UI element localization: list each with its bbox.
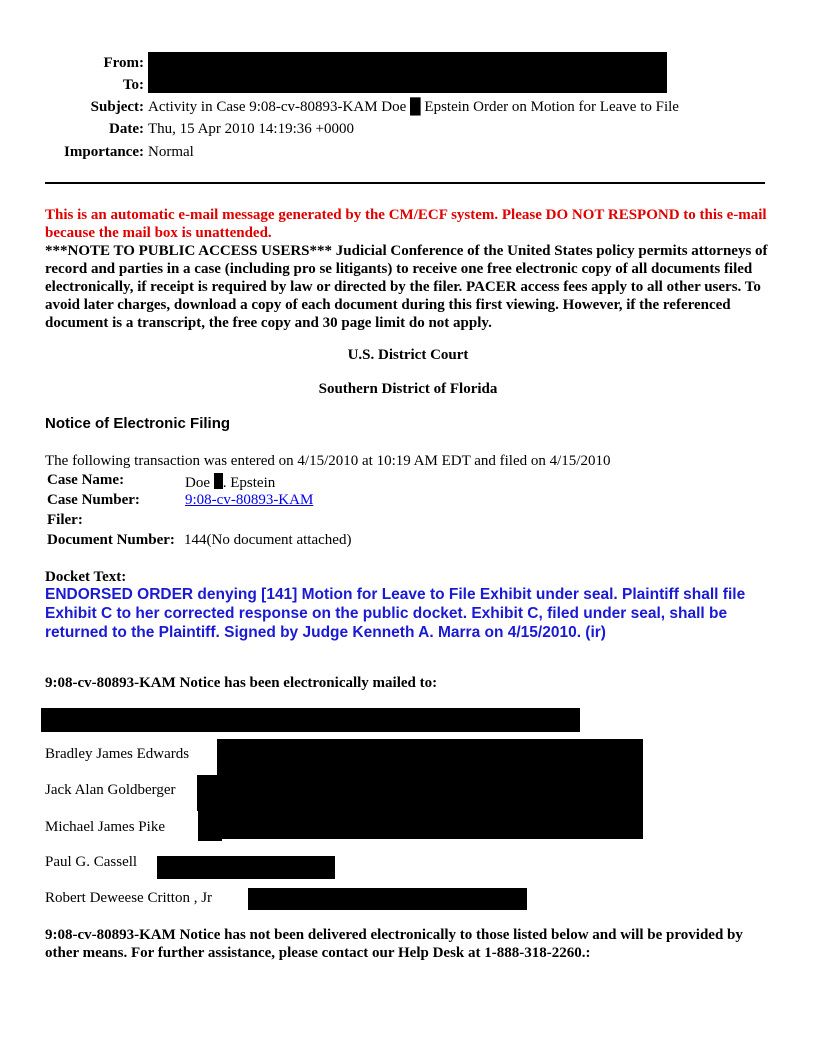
recipient-name: Paul G. Cassell — [45, 854, 138, 870]
docket-text-label: Docket Text: — [45, 569, 127, 585]
recipient-name: Bradley James Edwards — [45, 746, 190, 762]
not-delivered-notice: 9:08-cv-80893-KAM Notice has not been delivered electronically to those listed below and will be provided by other means. For further assistance, please contact our Help Desk at 1-888-318-2260.: — [45, 927, 743, 961]
from-label: From: — [103, 55, 144, 71]
case-name-value: Doe . Epstein — [185, 475, 276, 491]
redaction-email-cassell — [157, 856, 335, 879]
auto-message-warning: This is an automatic e-mail message generated by the CM/ECF system. Please DO NOT RESPOND to this e-mail because the mail box is unattended. — [45, 207, 767, 241]
recipient-name: Jack Alan Goldberger — [45, 782, 176, 798]
filer-label: Filer: — [47, 512, 83, 528]
redaction-email-goldberger — [197, 775, 643, 811]
subject-label: Subject: — [90, 99, 144, 115]
redaction-recipient-line — [41, 708, 580, 732]
date-label: Date: — [109, 121, 144, 137]
date-value: Thu, 15 Apr 2010 14:19:36 +0000 — [148, 121, 354, 137]
importance-label: Importance: — [64, 144, 144, 160]
case-name-party-a: Doe — [185, 475, 210, 491]
redaction-email-pike-start — [198, 811, 222, 841]
document-number-label: Document Number: — [47, 532, 175, 548]
header-divider — [45, 182, 765, 184]
recipient-name: Michael James Pike — [45, 819, 165, 835]
redaction-email-critton — [248, 888, 527, 910]
court-district: Southern District of Florida — [318, 381, 498, 397]
court-name: U.S. District Court — [347, 347, 469, 363]
mailed-heading: 9:08-cv-80893-KAM Notice has been electronically mailed to: — [45, 675, 438, 691]
redaction-email-edwards — [217, 739, 643, 775]
case-name-party-b: Epstein — [230, 475, 276, 491]
redaction-case-name — [214, 473, 223, 489]
document-number-value: 144(No document attached) — [184, 532, 352, 548]
importance-value: Normal — [148, 144, 194, 160]
case-number-label: Case Number: — [47, 492, 140, 508]
notice-title: Notice of Electronic Filing — [45, 415, 231, 432]
recipient-name: Robert Deweese Critton , Jr — [45, 890, 213, 906]
subject-value: Activity in Case 9:08-cv-80893-KAM Doe █ Epstein Order on Motion for Leave to File — [148, 99, 679, 115]
redaction-email-pike — [222, 811, 643, 839]
redaction-from-to — [148, 52, 667, 93]
case-number-link[interactable]: 9:08-cv-80893-KAM — [185, 492, 314, 508]
docket-text: ENDORSED ORDER denying [141] Motion for Leave to File Exhibit under seal. Plaintiff shall file Exhibit C to her corrected response on the public docket. Exhibit C, filed under seal, shall be returned to the Plaintiff. Signed by Judge Kenneth A. Marra on 4/15/2010. (ir) — [45, 586, 746, 641]
to-label: To: — [122, 77, 144, 93]
transaction-text: The following transaction was entered on 4/15/2010 at 10:19 AM EDT and filed on 4/15/2010 — [45, 453, 611, 469]
case-name-label: Case Name: — [47, 472, 125, 488]
public-access-note: ***NOTE TO PUBLIC ACCESS USERS*** Judicial Conference of the United States policy permits attorneys of record and parties in a case (including pro se litigants) to receive one free electronic copy of all documents filed electronically, if receipt is required by law or directed by the filer. PACER access fees apply to all other users. To avoid later charges, download a copy of each document during this first viewing. However, if the referenced document is a transcript, the free copy and 30 page limit do not apply. — [45, 243, 768, 331]
